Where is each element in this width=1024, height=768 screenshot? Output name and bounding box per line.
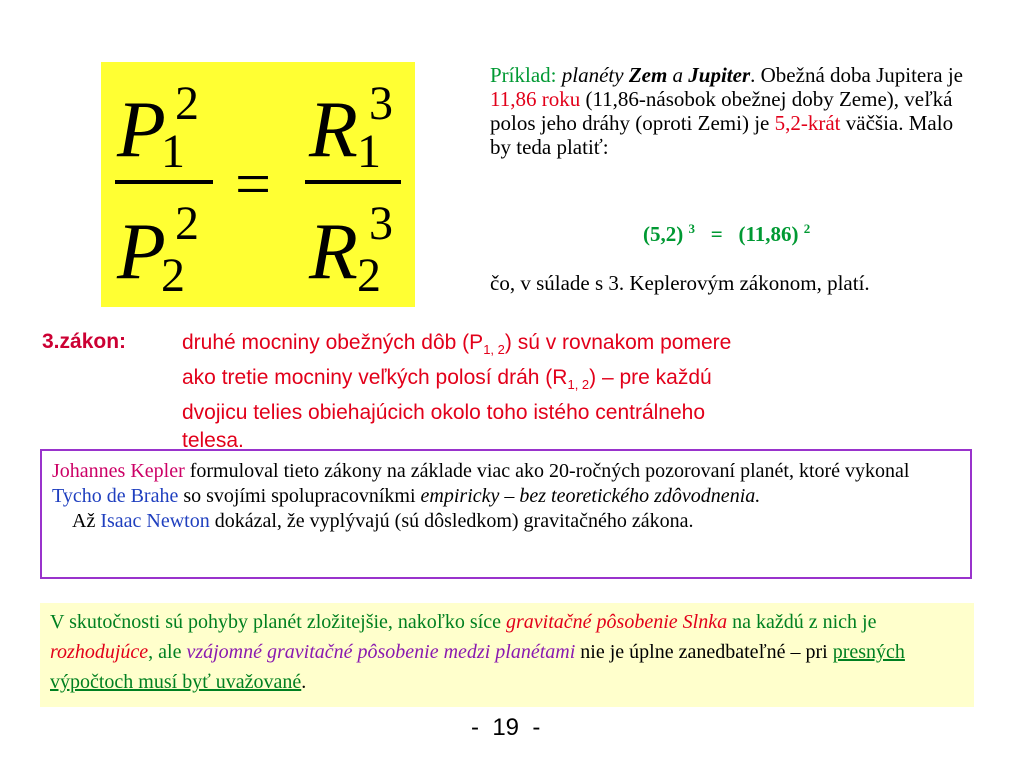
- example-text: planéty: [556, 63, 629, 87]
- law-text: [182, 329, 982, 455]
- fraction-bar-left: [115, 180, 213, 184]
- calc-left: (5,2): [643, 222, 689, 246]
- formula-r2-exponent: 3: [369, 197, 393, 250]
- reality-text: na každú z nich je: [727, 611, 877, 633]
- example-conclusion: čo, v súlade s 3. Keplerovým zákonom, platí.: [490, 271, 870, 295]
- formula-r1-subscript: 1: [357, 125, 381, 178]
- law-line-2: [182, 364, 982, 399]
- kepler-history-box: [40, 449, 972, 579]
- formula-p1-subscript: 1: [161, 125, 185, 178]
- example-text: . Obežná doba Jupitera je: [750, 63, 963, 87]
- axis-ratio: 5,2-krát: [774, 111, 841, 135]
- formula-p1: P: [117, 86, 166, 174]
- sun-gravity: gravitačné pôsobenie Slnka: [506, 611, 728, 633]
- calc-left-exponent: 3: [688, 221, 695, 236]
- kepler-text: so svojími spolupracovníkmi: [178, 485, 421, 507]
- formula-p1-exponent: 2: [175, 77, 199, 130]
- law-label: 3.zákon:: [42, 330, 127, 353]
- formula-r2: R: [309, 208, 358, 296]
- law-line-1-b: ) sú v rovnakom pomere: [504, 331, 732, 354]
- decisive-text: rozhodujúce: [50, 641, 149, 663]
- example-calculation: [643, 221, 810, 247]
- law-line-1-a: druhé mocniny obežných dôb (P: [182, 331, 484, 354]
- example-text: (11,86-násobok obežnej doby Zeme), veľká polos jeho dráhy (oproti Zemi) je: [490, 87, 953, 135]
- kepler-name: Johannes Kepler: [52, 460, 185, 482]
- reality-text: V skutočnosti sú pohyby planét zložitejšie, nakoľko síce: [50, 611, 507, 633]
- law-line-4: telesa.: [182, 429, 244, 453]
- tycho-name: Tycho de Brahe: [52, 485, 179, 507]
- earth-name: Zem: [628, 63, 668, 87]
- jupiter-period: 11,86 roku: [490, 87, 581, 111]
- law-line-1-sub: 1, 2: [483, 342, 505, 358]
- law-line-1: [182, 329, 982, 364]
- formula-r1-exponent: 3: [369, 77, 393, 130]
- law-line-2-b: ) – pre každú: [589, 366, 712, 390]
- formula-r2-subscript: 2: [357, 249, 381, 302]
- newton-name: Isaac Newton: [100, 510, 210, 532]
- calc-equals: =: [695, 222, 739, 246]
- reality-text: , ale: [148, 641, 187, 663]
- jupiter-name: Jupiter: [688, 63, 751, 87]
- mutual-gravity: vzájomné gravitačné pôsobenie medzi planétami: [186, 641, 576, 663]
- law-line-2-sub: 1, 2: [567, 377, 590, 393]
- precise-calc: presných výpočtoch musí byť uvažované: [50, 641, 905, 693]
- example-text: väčšia. Malo by teda platiť:: [490, 111, 954, 159]
- reality-text: .: [301, 671, 307, 693]
- law-line-3: dvojicu telies obiehajúcich okolo toho istého centrálneho: [182, 401, 706, 425]
- kepler-text: Až: [72, 510, 101, 532]
- formula-p2-exponent: 2: [175, 197, 199, 250]
- formula-p2-subscript: 2: [161, 249, 185, 302]
- reality-note-box: [40, 603, 974, 707]
- kepler-formula-box: [101, 62, 415, 307]
- kepler-empirical: empiricky – bez teoretického zdôvodnenia.: [420, 485, 761, 507]
- calc-right: (11,86): [738, 222, 804, 246]
- law-line-2-a: ako tretie mocniny veľkých polosí dráh (R: [182, 366, 568, 390]
- calc-right-exponent: 2: [803, 221, 811, 236]
- fraction-bar-right: [305, 180, 401, 184]
- kepler-text: formuloval tieto zákony na základe viac ako 20-ročných pozorovaní planét, ktoré vykonal: [184, 460, 910, 482]
- formula-equals: =: [235, 148, 272, 219]
- example-label: Príklad:: [490, 63, 557, 87]
- example-paragraph: [490, 63, 970, 159]
- example-text: a: [667, 63, 689, 87]
- page-number: - 19 -: [471, 714, 541, 741]
- kepler-text: dokázal, že vyplývajú (sú dôsledkom) gravitačného zákona.: [209, 510, 694, 532]
- formula-p2: P: [117, 208, 166, 296]
- formula-r1: R: [309, 86, 358, 174]
- reality-text: nie je úplne zanedbateľné – pri: [575, 641, 833, 663]
